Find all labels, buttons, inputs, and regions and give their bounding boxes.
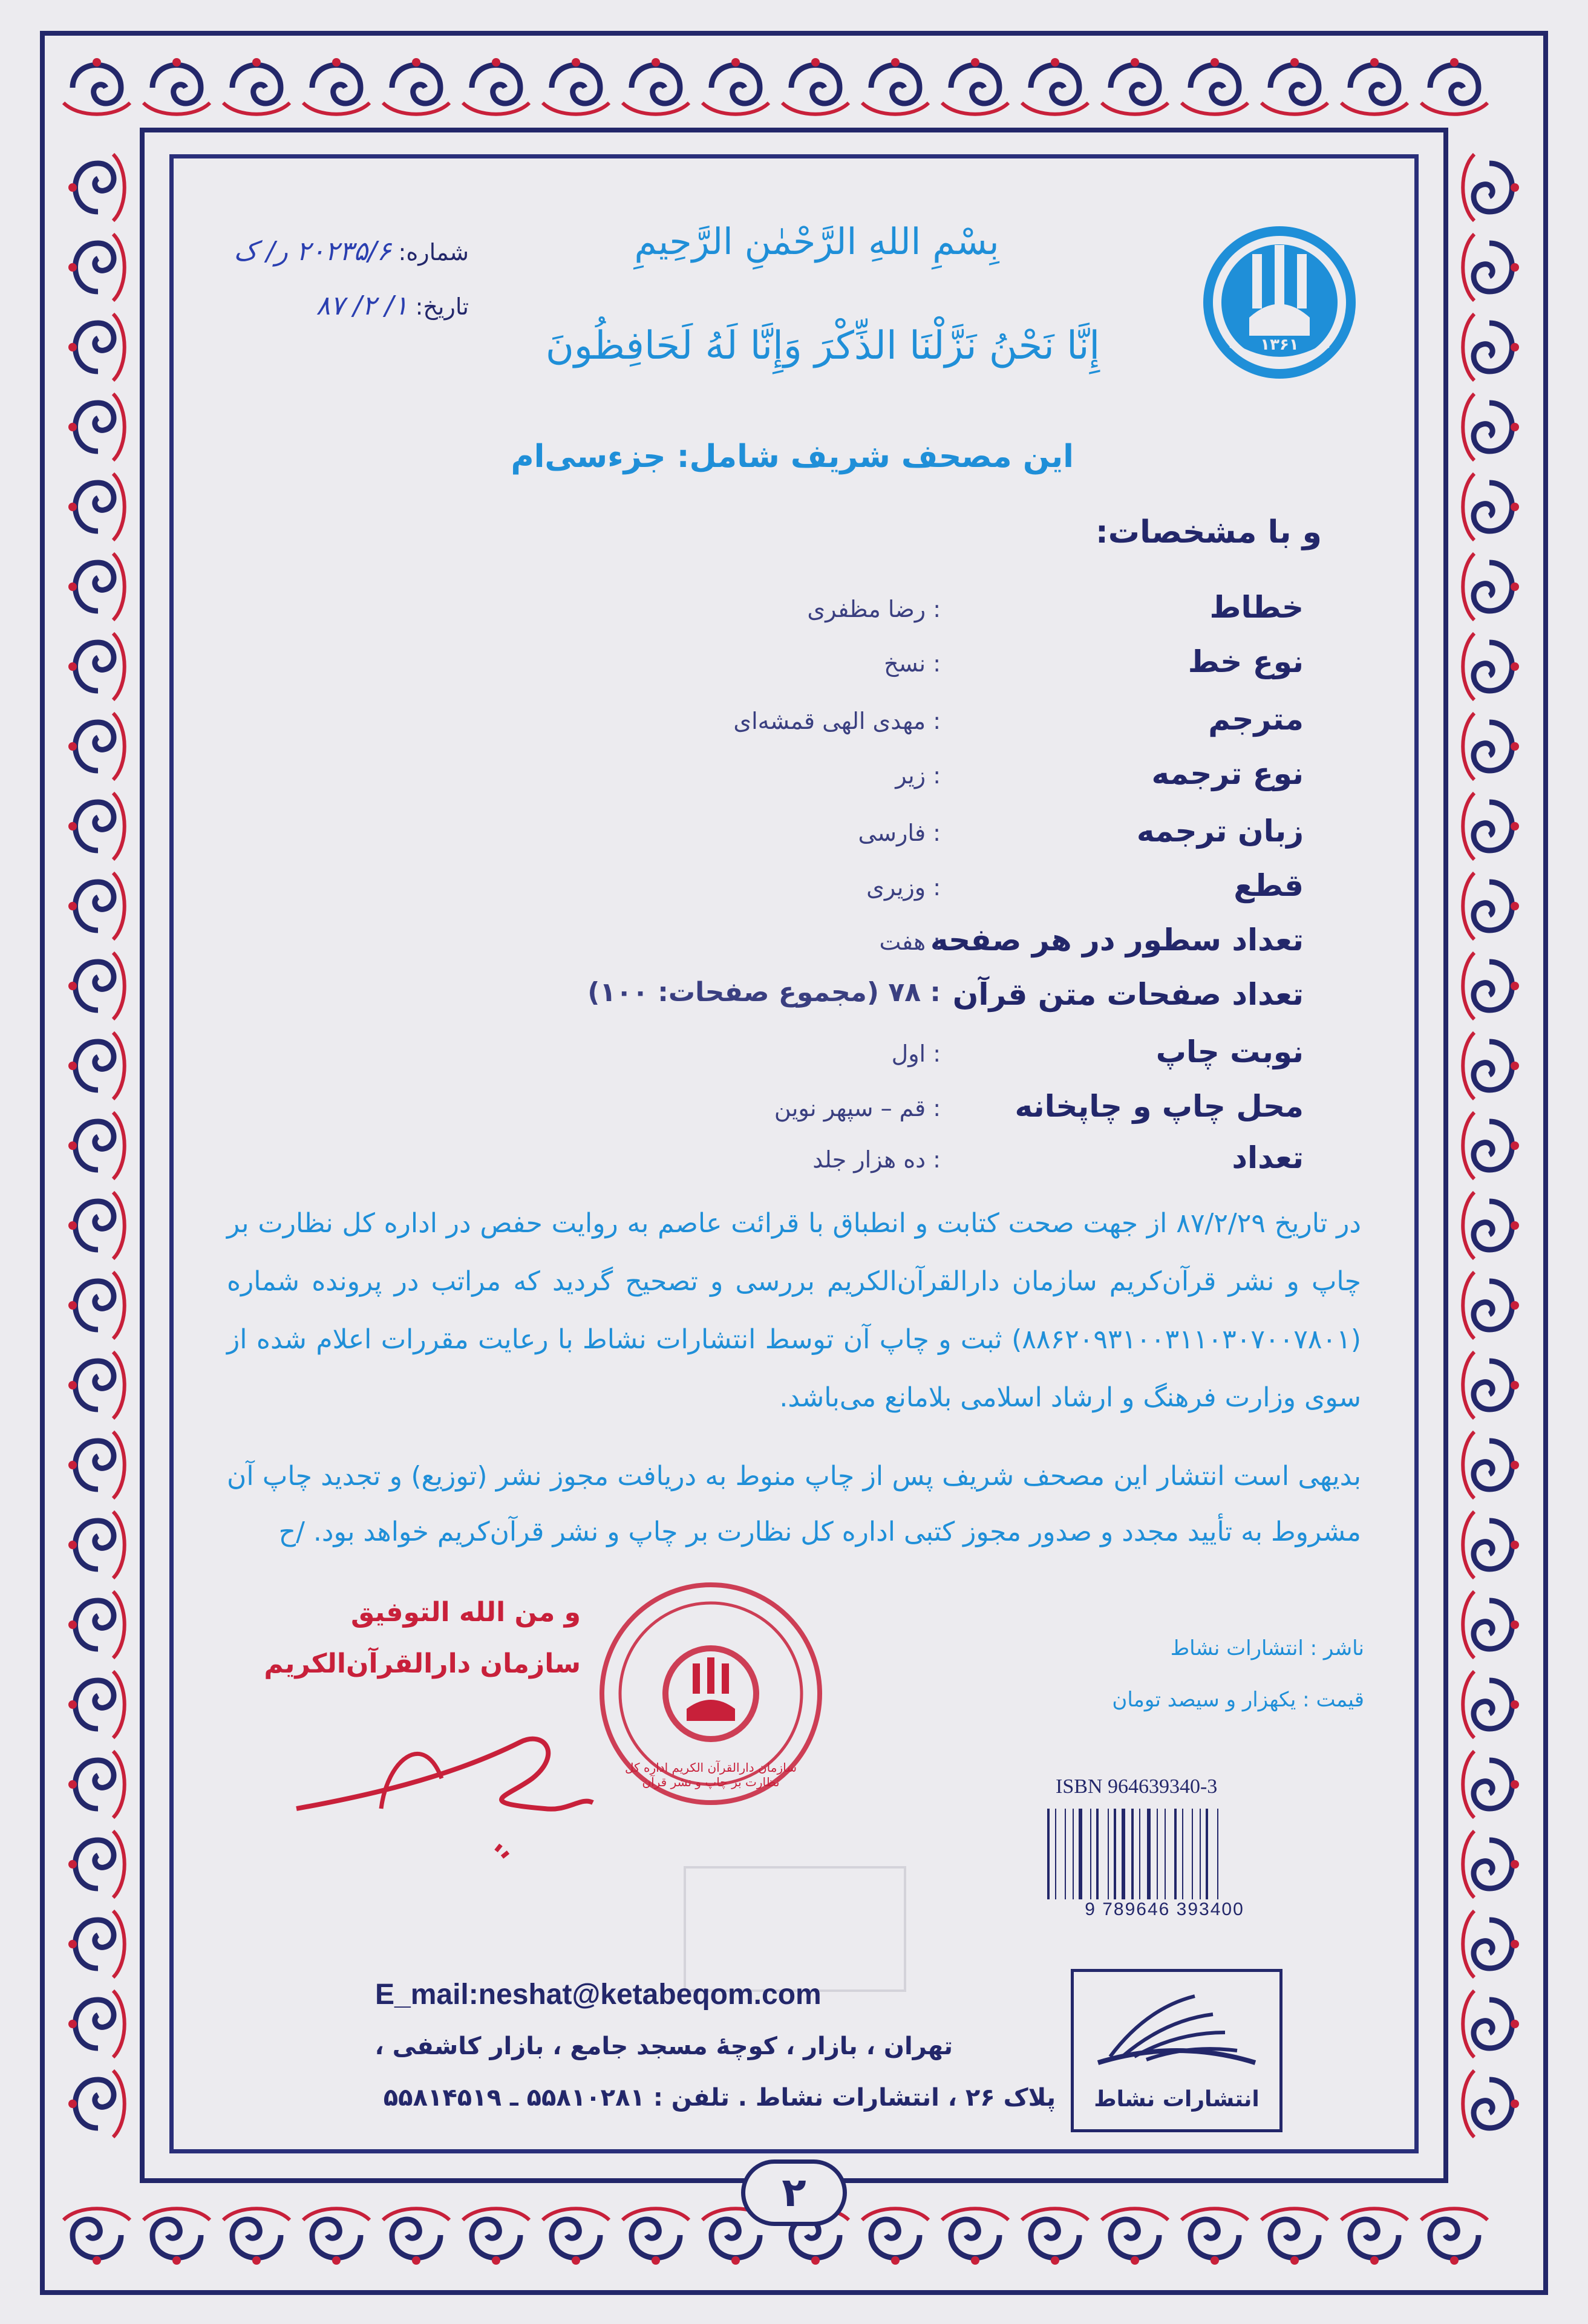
- price-line: قیمت : یکهزار و سیصد تومان: [1112, 1688, 1364, 1712]
- spec-label: محل چاپ و چاپخانه: [1015, 1089, 1304, 1124]
- spec-value: : مهدی الهی قمشه‌ای: [733, 708, 941, 734]
- spec-label: نوع خط: [1188, 644, 1304, 679]
- spec-label: تعداد: [1232, 1140, 1304, 1175]
- dar-al-quran-logo: [1195, 218, 1364, 381]
- conditions-paragraph: بدیهی است انتشار این مصحف شریف پس از چاپ منوط به دریافت مجوز نشر (توزیع) و تجدید چاپ آن مشروط به تأیید مجدد و صدور مجوز کتبی اداره کل نظارت بر چاپ و نشر قرآن‌کریم خواهد بود. /ح: [227, 1461, 1361, 1547]
- page-title: این مصحف شریف شامل: جزءسی‌ام: [511, 439, 1074, 475]
- spec-label: تعداد صفحات متن قرآن: [952, 977, 1304, 1012]
- page-number: ۲: [741, 2159, 847, 2226]
- specs-heading: و با مشخصات:: [1096, 514, 1322, 550]
- spec-value: : اول: [891, 1040, 941, 1067]
- spec-label: خطاط: [1209, 590, 1304, 625]
- publisher-line: ناشر : انتشارات نشاط: [1170, 1636, 1364, 1660]
- number-row: [234, 236, 469, 267]
- spec-label: نوبت چاپ: [1155, 1034, 1304, 1069]
- publisher-logo-caption: انتشارات نشاط: [1094, 2087, 1260, 2112]
- basmala: بِسْمِ اللهِ الرَّحْمٰنِ الرَّحِيمِ: [634, 221, 999, 263]
- spec-label: تعداد سطور در هر صفحه: [930, 922, 1304, 958]
- barcode-number: 9 789646 393400: [1085, 1899, 1244, 1919]
- date-value: ۱/ ۲/ ۸۷: [316, 290, 408, 321]
- signature: [290, 1706, 605, 1875]
- spec-label: قطع: [1233, 868, 1304, 903]
- spec-value: : زیر: [895, 762, 941, 789]
- spec-label: نوع ترجمه: [1151, 756, 1304, 791]
- verse: إِنَّا نَحْنُ نَزَّلْنَا الذِّكْرَ وَإِنَّا لَهُ لَحَافِظُونَ: [545, 324, 1100, 368]
- isbn-text: ISBN 964639340-3: [1056, 1775, 1218, 1798]
- spec-label: مترجم: [1208, 702, 1304, 737]
- book-logo-icon: [1074, 1972, 1279, 2081]
- watermark-box: [684, 1866, 906, 1992]
- spec-value: : وزیری: [866, 874, 941, 901]
- logo-number: ۱۳۶۱: [1260, 336, 1299, 354]
- number-value: ۲۰۲۳۵/۶ ر/ ک: [234, 236, 391, 267]
- spec-value: : قم – سپهر نوین: [774, 1095, 941, 1121]
- barcode-icon: [1044, 1809, 1286, 1905]
- closing-line-2: سازمان دارالقرآن‌الکریم: [264, 1648, 581, 1679]
- closing-line-1: و من الله التوفیق: [351, 1597, 581, 1628]
- stamp-text: سازمان دارالقرآن الکریم اداره کل نظارت بر چاپ و نشر قرآن: [624, 1760, 797, 1789]
- date-label: تاریخ:: [415, 293, 469, 320]
- publisher-logo: [1071, 1969, 1282, 2132]
- official-stamp: [596, 1579, 826, 1809]
- spec-value: : ده هزار جلد: [812, 1146, 941, 1173]
- spec-value: : نسخ: [884, 650, 941, 677]
- address-line-2: پلاک ۲۶ ، انتشارات نشاط . تلفن : ۵۵۸۱۰۲۸۱ ـ ۵۵۸۱۴۵۱۹: [383, 2084, 1056, 2112]
- spec-value: : فارسی: [858, 820, 941, 846]
- spec-value: : ۷۸ (مجموع صفحات: ۱۰۰): [587, 977, 941, 1008]
- date-row: [316, 290, 469, 321]
- email: E_mail:neshat@ketabeqom.com: [375, 1979, 822, 2011]
- spec-value: : رضا مظفری: [807, 596, 941, 622]
- spec-label: زبان ترجمه: [1136, 814, 1304, 849]
- spec-value: : هفت: [879, 929, 941, 955]
- approval-paragraph: در تاریخ ۸۷/۲/۲۹ از جهت صحت کتابت و انطباق با قرائت عاصم به روایت حفص در اداره کل نظارت بر چاپ و نشر قرآن‌کریم سازمان دارالقرآن‌الکریم بررسی و تصحیح گردید که مراتب در پرونده شماره (۸۸۶۲۰۹۳۱۰۰۳۱۱۰۳۰۷۰۰۷۸۰۱) ثبت و چاپ آن توسط انتشارات نشاط با رعایت مقررات اعلام شده از سوی وزارت فرهنگ و ارشاد اسلامی بلامانع می‌باشد.: [227, 1208, 1361, 1413]
- number-label: شماره:: [398, 239, 469, 266]
- address-line-1: تهران ، بازار ، کوچۀ مسجد جامع ، بازار کاشفی ،: [374, 2032, 953, 2060]
